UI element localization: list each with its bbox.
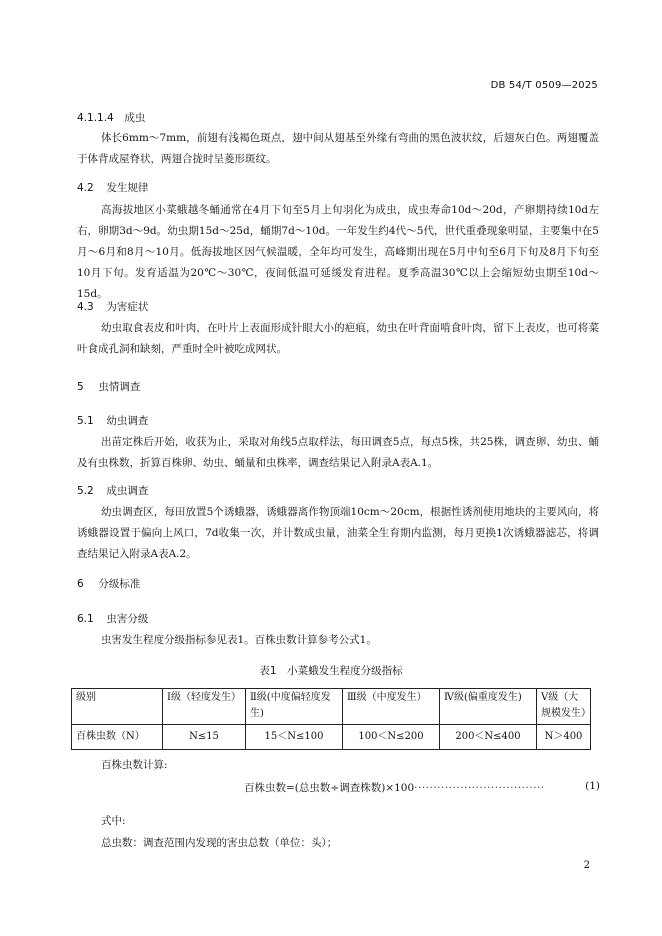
table-title: 表1 小菜蛾发生程度分级指标 <box>259 665 403 677</box>
formula-leader-dots: ·································· <box>414 782 545 794</box>
heading-title: 虫害分级 <box>106 613 149 625</box>
formula-number: (1) <box>585 780 600 792</box>
heading-5-2 <box>77 483 148 498</box>
heading-4-3 <box>77 299 148 314</box>
paragraph-damage-symptoms: 幼虫取食表皮和叶肉，在叶片上表面形成针眼大小的疤痕，幼虫在叶背面啃食叶肉，留下上表皮，也可将菜叶食成孔洞和缺刻，严重时全叶被吃成网状。 <box>77 322 599 355</box>
heading-6 <box>77 576 140 591</box>
heading-number: 5.1 <box>77 415 94 427</box>
heading-title: 发生规律 <box>106 182 149 194</box>
formula-line <box>244 780 600 795</box>
heading-title: 成虫 <box>124 112 146 124</box>
heading-number: 4.1.1.4 <box>77 112 114 124</box>
table-cell: 百株虫数（N） <box>72 725 163 750</box>
heading-number: 5 <box>77 381 84 393</box>
table-header-row <box>72 689 591 725</box>
table-header-cell: 级别 <box>72 689 163 725</box>
heading-title: 成虫调查 <box>106 485 149 497</box>
formula-definition: 总虫数：调查范围内发现的害虫总数（单位：头）； <box>101 837 338 849</box>
document-code: DB 54/T 0509—2025 <box>490 80 598 91</box>
heading-4-1-1-4 <box>77 110 145 125</box>
table-cell: N≤15 <box>163 725 246 750</box>
heading-5-1 <box>77 413 148 428</box>
heading-title: 分级标准 <box>98 578 141 590</box>
table-header-cell: Ⅳ级(偏重度发生) <box>440 689 537 725</box>
paragraph-occurrence-pattern: 高海拔地区小菜蛾越冬蛹通常在4月下旬至5月上旬羽化为成虫，成虫寿命10d～20d，产卵期持续10d左右，卵期3d～9d。幼虫期15d～25d，蛹期7d～10d。一年发生约4代～5代，世代重叠现象明显，主要集中在5月～6月和8月～10月。低海拔地区因气候温暖，全年均可发生，高峰期出现在5月中旬至6月下旬及8月下旬至10月下旬。发育适温为20℃～30℃，夜间低温可延缓发育进程。夏季高温30℃以上会缩短幼虫期至10d～15d。 <box>77 204 599 300</box>
heading-number: 4.2 <box>77 182 94 194</box>
formula-expression: 百株虫数=(总虫数÷调查株数)×100 <box>244 782 415 794</box>
table-header-cell: Ⅴ级（大规模发生） <box>537 689 591 725</box>
table-header-cell: Ⅰ级（轻度发生） <box>163 689 246 725</box>
heading-number: 6.1 <box>77 613 94 625</box>
paragraph-adult-survey: 幼虫调查区，每田放置5个诱蛾器，诱蛾器离作物顶端10cm～20cm，根据性诱剂使用地块的主要风向，将诱蛾器设置于偏向上风口，7d收集一次，并计数成虫量，油菜全生育期内监测，每月更换1次诱蛾器滤芯，将调查结果记入附录A表A.2。 <box>77 506 599 560</box>
heading-title: 幼虫调查 <box>106 415 149 427</box>
paragraph-adult-description: 体长6mm～7mm，前翅有浅褐色斑点，翅中间从翅基至外缘有弯曲的黑色波状纹，后翅灰白色。两翅覆盖于体背成屋脊状，两翅合拢时呈菱形斑纹。 <box>77 132 599 165</box>
heading-number: 6 <box>77 578 84 590</box>
heading-number: 4.3 <box>77 301 94 313</box>
grading-table <box>71 688 591 750</box>
formula-where: 式中: <box>101 815 126 827</box>
table-cell: N＞400 <box>537 725 591 750</box>
table-header-cell: Ⅱ级(中度偏轻度发生) <box>246 689 343 725</box>
heading-number: 5.2 <box>77 485 94 497</box>
paragraph-grading-intro: 虫害发生程度分级指标参见表1。百株虫数计算参考公式1。 <box>101 634 377 646</box>
heading-6-1 <box>77 611 148 626</box>
page-number: 2 <box>583 860 590 871</box>
formula-intro: 百株虫数计算: <box>101 759 168 771</box>
heading-4-2 <box>77 180 148 195</box>
table-cell: 100＜N≤200 <box>343 725 440 750</box>
table-cell: 200＜N≤400 <box>440 725 537 750</box>
table-row <box>72 725 591 750</box>
paragraph-larva-survey: 出苗定株后开始，收获为止，采取对角线5点取样法，每田调查5点，每点5株，共25株，调查卵、幼虫、蛹及有虫株数，折算百株卵、幼虫、蛹量和虫株率，调查结果记入附录A表A.1。 <box>77 436 599 469</box>
heading-title: 为害症状 <box>106 301 149 313</box>
table-cell: 15＜N≤100 <box>246 725 343 750</box>
table-header-cell: Ⅲ级（中度发生） <box>343 689 440 725</box>
heading-5 <box>77 379 140 394</box>
heading-title: 虫情调查 <box>98 381 141 393</box>
